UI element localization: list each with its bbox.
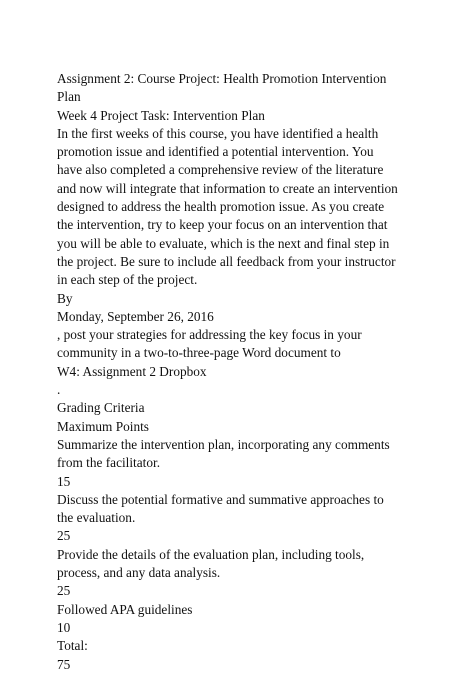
criterion-text: Summarize the intervention plan, incorporating any comments (57, 436, 390, 452)
title-line: Assignment 2: Course Project: Health Promotion Intervention (57, 71, 387, 86)
paragraph-line: in each step of the project. (57, 272, 198, 288)
criterion-text: the evaluation. (57, 510, 136, 526)
criterion-text: process, and any data analysis. (57, 565, 221, 581)
total-label: Total: (57, 638, 88, 654)
criterion-text: from the facilitator. (57, 455, 161, 471)
criterion-points: 25 (57, 583, 71, 599)
criterion-points: 10 (57, 619, 71, 635)
criterion-text: Followed APA guidelines (57, 601, 193, 617)
criterion-text: Discuss the potential formative and summative approaches to (57, 491, 384, 507)
instruction-line: , post your strategies for addressing the key focus in your (57, 327, 362, 343)
due-label: By (57, 290, 73, 306)
criterion-text: Provide the details of the evaluation plan, including tools, (57, 546, 365, 562)
instruction-line: community in a two-to-three-page Word document to (57, 345, 341, 361)
title-line: Plan (57, 89, 81, 105)
dropbox-name: W4: Assignment 2 Dropbox (57, 363, 207, 379)
task-heading: Week 4 Project Task: Intervention Plan (57, 107, 265, 123)
paragraph-line: and now will integrate that information to create an intervention (57, 180, 398, 196)
paragraph-line: promotion issue and identified a potential intervention. You (57, 144, 374, 160)
grading-criteria-header: Grading Criteria (57, 400, 145, 416)
document-body (57, 70, 452, 674)
punctuation-line: . (57, 382, 61, 398)
paragraph-line: the project. Be sure to include all feedback from your instructor (57, 253, 396, 269)
due-date: Monday, September 26, 2016 (57, 308, 214, 324)
paragraph-line: the intervention, try to keep your focus on an intervention that (57, 217, 388, 233)
criterion-points: 15 (57, 473, 71, 489)
paragraph-line: have also completed a comprehensive review of the literature (57, 162, 384, 178)
maximum-points-header: Maximum Points (57, 418, 149, 434)
paragraph-line: designed to address the health promotion issue. As you create (57, 199, 385, 215)
total-points: 75 (57, 656, 71, 672)
paragraph-line: you will be able to evaluate, which is the next and final step in (57, 235, 390, 251)
paragraph-line: In the first weeks of this course, you have identified a health (57, 125, 379, 141)
criterion-points: 25 (57, 528, 71, 544)
